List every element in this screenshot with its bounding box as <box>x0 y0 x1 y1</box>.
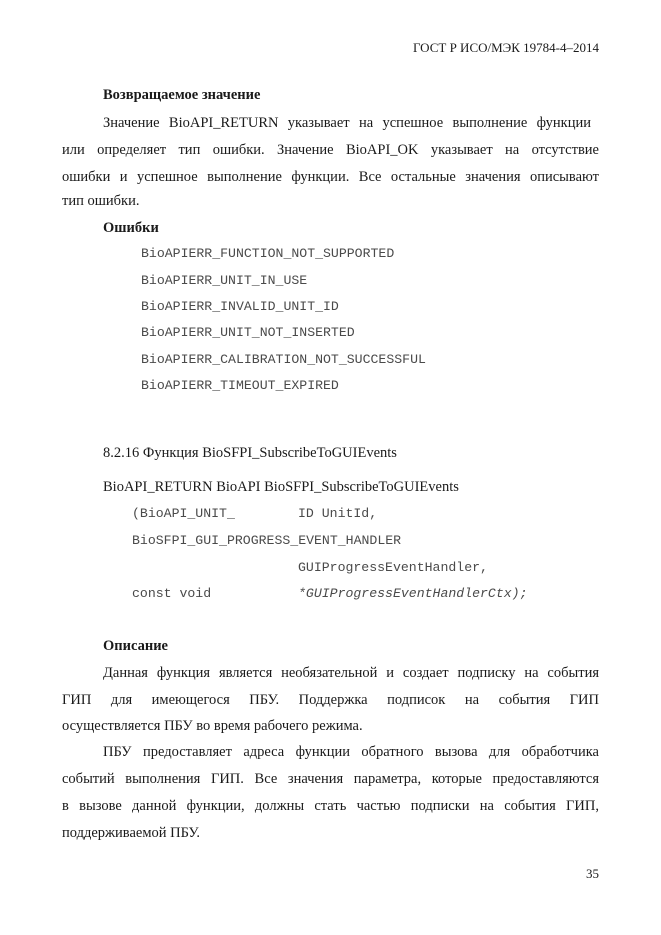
error-code: BioAPIERR_FUNCTION_NOT_SUPPORTED <box>141 246 395 261</box>
return-line-4: тип ошибки. <box>62 193 140 209</box>
param-type: BioSFPI_GUI_PROGRESS_EVENT_HANDLER <box>132 533 402 548</box>
return-line-1: Значение BioAPI_RETURN указывает на успешное выполнение функции <box>103 115 591 131</box>
return-value-heading: Возвращаемое значение <box>103 87 261 103</box>
return-line-2: или определяет тип ошибки. Значение BioAPI_OK указывает на отсутствие <box>62 142 599 158</box>
param-type: const void <box>132 586 212 601</box>
param-name: GUIProgressEventHandler, <box>298 560 488 575</box>
page-number: 35 <box>586 866 599 881</box>
function-signature: BioAPI_RETURN BioAPI BioSFPI_SubscribeToGUIEvents <box>103 479 459 495</box>
error-code: BioAPIERR_UNIT_IN_USE <box>141 273 308 288</box>
desc-p2-line-2: событий выполнения ГИП. Все значения параметра, которые предоставляются <box>62 771 599 787</box>
desc-p1-line-2: ГИП для имеющегося ПБУ. Поддержка подписок на события ГИП <box>62 692 599 708</box>
error-code: BioAPIERR_TIMEOUT_EXPIRED <box>141 378 339 393</box>
error-code: BioAPIERR_INVALID_UNIT_ID <box>141 299 339 314</box>
desc-p2-line-4: поддерживаемой ПБУ. <box>62 825 200 841</box>
errors-heading: Ошибки <box>103 220 159 236</box>
desc-p2-line-1: ПБУ предоставляет адреса функции обратного вызова для обработчика <box>103 744 599 760</box>
desc-p2-line-3: в вызове данной функции, должны стать частью подписки на события ГИП, <box>62 798 599 814</box>
running-header: ГОСТ Р ИСО/МЭК 19784-4–2014 <box>412 40 599 55</box>
function-title: 8.2.16 Функция BioSFPI_SubscribeToGUIEvents <box>103 445 397 461</box>
error-code: BioAPIERR_UNIT_NOT_INSERTED <box>141 325 355 340</box>
return-line-3: ошибки и успешное выполнение функции. Все остальные значения описывают <box>62 169 599 185</box>
param-type: (BioAPI_UNIT_ <box>132 506 235 521</box>
desc-p1-line-3: осуществляется ПБУ во время рабочего режима. <box>62 718 363 734</box>
param-name: *GUIProgressEventHandlerCtx); <box>298 586 528 601</box>
error-code: BioAPIERR_CALIBRATION_NOT_SUCCESSFUL <box>141 352 426 367</box>
param-name: ID UnitId, <box>298 506 378 521</box>
desc-p1-line-1: Данная функция является необязательной и создает подписку на события <box>103 665 599 681</box>
description-heading: Описание <box>103 638 168 654</box>
